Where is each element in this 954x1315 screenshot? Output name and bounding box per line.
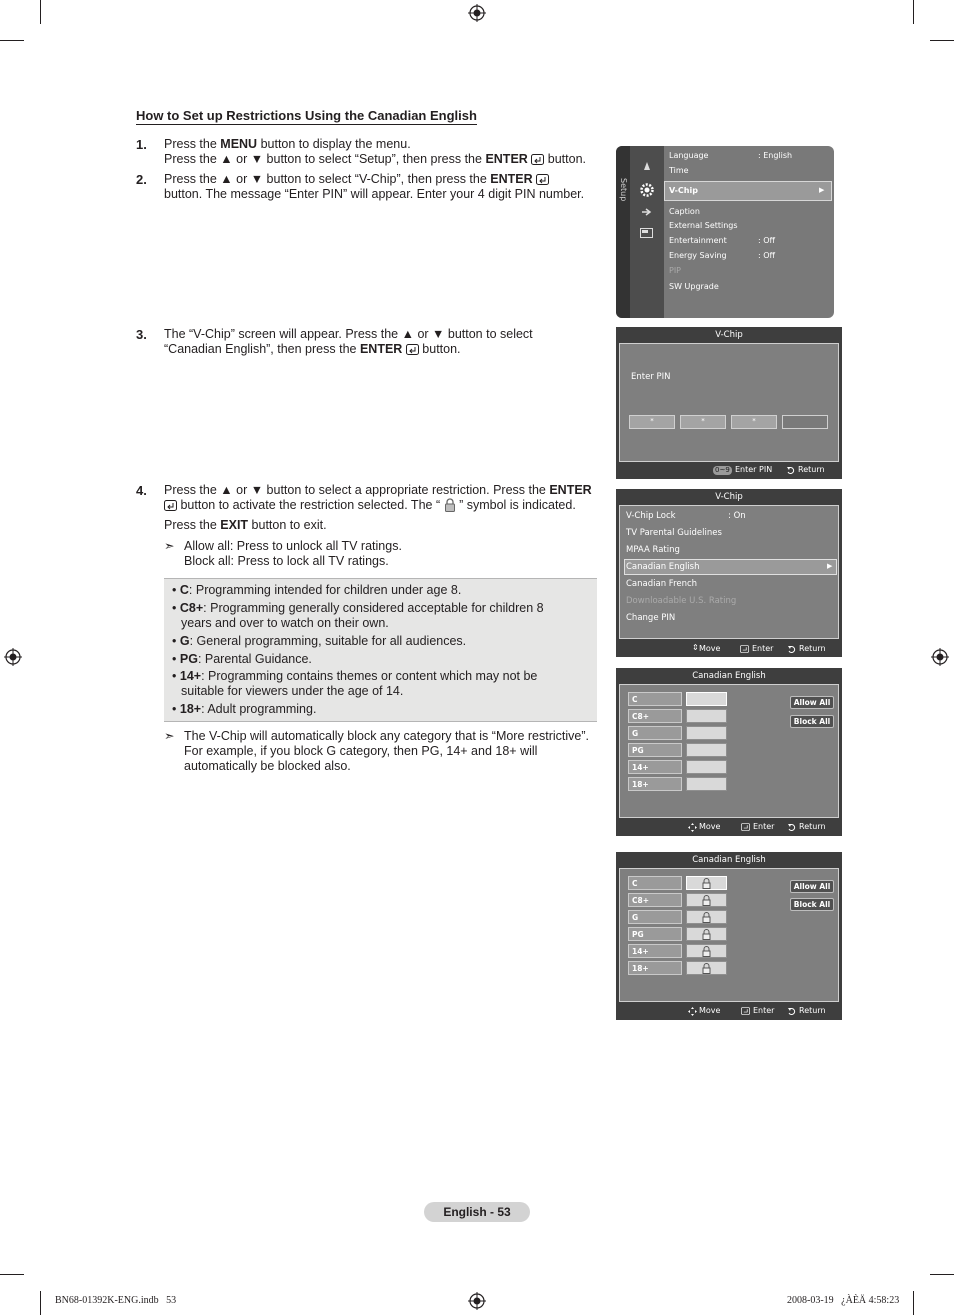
crop-mark [930, 1274, 954, 1275]
picture-icon [641, 160, 653, 172]
menu-item-value: : Off [758, 251, 776, 260]
lock-icon [702, 878, 711, 889]
crop-mark [0, 40, 24, 41]
rating-lock-box[interactable] [686, 927, 727, 941]
key-hint-move: Move [699, 1006, 721, 1015]
vchip-item-mpaa-rating[interactable]: MPAA Rating [626, 545, 680, 555]
menu-rail [616, 146, 630, 318]
number-keys-badge: 0~9 [715, 466, 730, 474]
screen-body [619, 343, 839, 462]
menu-item-energy-saving[interactable]: Energy Saving [669, 251, 727, 260]
rating-row-label[interactable]: C [628, 876, 682, 890]
step-number: 4. [136, 483, 147, 498]
key-hint-enter: Enter [753, 1006, 775, 1015]
updown-icon: ⇕ [692, 643, 699, 652]
lock-icon [702, 912, 711, 923]
rating-row-label[interactable]: PG [628, 927, 682, 941]
key-hint-move: Move [699, 644, 721, 653]
screen-title: Canadian English [692, 855, 766, 865]
text: Press the ▲ or ▼ button to select a appropriate restriction. Press the [164, 483, 550, 497]
rating-row-label[interactable]: G [628, 726, 682, 740]
rating-item: • 18+: Adult programming. [172, 702, 317, 716]
pin-digit-box[interactable]: * [629, 415, 675, 429]
menu-item-v-chip[interactable]: V-Chip [669, 186, 698, 195]
note-line: automatically be blocked also. [184, 759, 351, 773]
note-line: For example, if you block G category, then PG, 14+ and 18+ will [184, 744, 538, 758]
v-chip-screen [616, 489, 842, 657]
rating-row-label[interactable]: 18+ [628, 961, 682, 975]
lock-icon [702, 895, 711, 906]
key-hint-return: Return [799, 644, 826, 653]
menu-item-value: : English [758, 151, 793, 160]
text: button. [544, 152, 586, 166]
rating-lock-box[interactable] [686, 743, 727, 757]
registration-mark-icon [4, 648, 22, 666]
enter-key-icon [741, 823, 750, 831]
section-heading: How to Set up Restrictions Using the Canadian English [136, 108, 477, 123]
rating-lock-box[interactable] [686, 777, 727, 791]
enter-key-icon [164, 500, 177, 511]
lock-icon [702, 929, 711, 940]
enter-key-icon [406, 344, 419, 355]
key-hint-move: Move [699, 822, 721, 831]
step-number: 3. [136, 327, 147, 342]
menu-icon-column [630, 146, 664, 318]
vchip-item-downloadable-us-rating: Downloadable U.S. Rating [626, 596, 737, 606]
text: button to activate the restriction selected. The “ [177, 498, 441, 512]
setup-menu-screen [616, 146, 834, 318]
enter-pin-screen [616, 327, 842, 479]
key-hint-return: Return [798, 465, 825, 474]
vchip-item-canadian-english[interactable]: Canadian English [626, 562, 700, 572]
note-arrow-icon: ➣ [164, 729, 175, 743]
rating-item: • G: General programming, suitable for all audiences. [172, 634, 467, 648]
submenu-arrow-icon: ▶ [819, 186, 825, 194]
step-text [164, 172, 584, 202]
menu-item-language[interactable]: Language [669, 151, 709, 160]
menu-item-value: : Off [758, 236, 776, 245]
menu-item-external-settings[interactable]: External Settings [669, 221, 738, 230]
return-icon [788, 646, 796, 654]
rating-lock-box[interactable] [686, 692, 727, 706]
rating-lock-box[interactable] [686, 910, 727, 924]
crop-mark [930, 40, 954, 41]
vchip-item-canadian-french[interactable]: Canadian French [626, 579, 698, 589]
registration-mark-icon [468, 4, 486, 22]
step-number: 1. [136, 137, 147, 152]
rating-row-label[interactable]: C8+ [628, 709, 682, 723]
note-line: The V-Chip will automatically block any category that is “More restrictive”. [184, 729, 590, 743]
rating-item: • 14+: Programming contains themes or content which may not be suitable for viewers under the age of 14. [172, 669, 538, 698]
text: ” symbol is indicated. [459, 498, 576, 512]
rating-row-label[interactable]: C8+ [628, 893, 682, 907]
lock-icon [702, 946, 711, 957]
rating-item: • PG: Parental Guidance. [172, 652, 312, 666]
rating-lock-box[interactable] [686, 726, 727, 740]
move-arrows-icon [688, 1007, 697, 1016]
rating-row-label[interactable]: 14+ [628, 944, 682, 958]
note-arrow-icon: ➣ [164, 539, 175, 553]
menu-item-time[interactable]: Time [669, 166, 689, 175]
key-name: MENU [220, 137, 258, 151]
text: button to exit. [248, 518, 327, 532]
print-file-info: BN68-01392K-ENG.indb 53 [55, 1295, 177, 1306]
text: Press the ▲ or ▼ button to select “Setup”, then press the [164, 152, 486, 166]
key-hint-enter: Enter [753, 822, 775, 831]
step-text [164, 327, 533, 357]
block-all-button[interactable]: Block All [790, 715, 834, 728]
text: Press the [164, 518, 221, 532]
text: Press the ▲ or ▼ button to select “V-Chip”, then press the [164, 172, 491, 186]
allow-all-button[interactable]: Allow All [790, 880, 834, 893]
return-icon [788, 1008, 796, 1016]
rating-row-label[interactable]: PG [628, 743, 682, 757]
key-name: ENTER [490, 172, 533, 186]
return-icon [788, 824, 796, 832]
screen-body [619, 868, 839, 1002]
gear-icon [639, 182, 655, 198]
vchip-item-change-pin[interactable]: Change PIN [626, 613, 676, 623]
step-text [164, 483, 592, 533]
registration-mark-icon [468, 1292, 486, 1310]
block-all-button[interactable]: Block All [790, 898, 834, 911]
step-text [164, 137, 586, 167]
enter-key-icon [740, 645, 749, 653]
rating-row-label[interactable]: G [628, 910, 682, 924]
rating-item: • C: Programming intended for children under age 8. [172, 583, 462, 597]
rating-lock-box[interactable] [686, 944, 727, 958]
key-hint-enter: Enter [752, 644, 774, 653]
canadian-english-screen-locked [616, 852, 842, 1020]
menu-item-pip: PIP [669, 266, 682, 275]
input-icon [641, 207, 653, 217]
key-hint-enter-pin: Enter PIN [735, 465, 773, 474]
screen-body [619, 684, 839, 818]
registration-mark-icon [931, 648, 949, 666]
move-arrows-icon [688, 823, 697, 832]
rating-row-label[interactable]: C [628, 692, 682, 706]
key-name: EXIT [220, 518, 249, 532]
lock-icon [444, 498, 456, 512]
pin-prompt: Enter PIN [631, 372, 671, 382]
canadian-english-screen-unlocked [616, 668, 842, 836]
enter-key-icon [536, 174, 549, 185]
rating-lock-box[interactable] [686, 876, 727, 890]
text: “Canadian English”, then press the [164, 342, 360, 356]
screen-title: Canadian English [692, 671, 766, 681]
lock-icon [702, 963, 711, 974]
rating-item: • C8+: Programming generally considered acceptable for children 8 years and over to watch on their own. [172, 601, 544, 630]
rating-lock-box[interactable] [686, 893, 727, 907]
menu-side-label: Setup [619, 178, 628, 202]
key-hint-return: Return [799, 822, 826, 831]
submenu-arrow-icon: ▶ [827, 562, 833, 570]
allow-all-button[interactable]: Allow All [790, 696, 834, 709]
step-number: 2. [136, 172, 147, 187]
page-number: English - 53 [424, 1202, 530, 1222]
rating-row-label[interactable]: 18+ [628, 777, 682, 791]
text: Press the [164, 137, 221, 151]
note-line: Allow all: Press to unlock all TV ratings. [184, 539, 402, 553]
ratings-list [164, 578, 597, 722]
pin-digit-box[interactable] [782, 415, 828, 429]
crop-mark [0, 1274, 24, 1275]
crop-mark [40, 0, 41, 24]
screen-title: V-Chip [715, 492, 743, 502]
return-icon [787, 467, 795, 475]
vchip-item-value: : On [728, 511, 746, 521]
application-icon [640, 228, 653, 238]
crop-mark [913, 0, 914, 24]
crop-mark [913, 1291, 914, 1315]
key-name: ENTER [549, 483, 592, 497]
print-timestamp: 2008-03-19 ¿ÀÈÄ 4:58:23 [787, 1295, 900, 1306]
key-hint-return: Return [799, 1006, 826, 1015]
rating-lock-box[interactable] [686, 961, 727, 975]
rating-lock-box[interactable] [686, 760, 727, 774]
enter-key-icon [531, 154, 544, 165]
pin-digit-box[interactable]: * [680, 415, 726, 429]
text: button. The message “Enter PIN” will appear. Enter your 4 digit PIN number. [164, 187, 585, 201]
vchip-item-lock[interactable]: V-Chip Lock [626, 511, 676, 521]
crop-mark [40, 1291, 41, 1315]
text: The “V-Chip” screen will appear. Press the ▲ or ▼ button to select [164, 327, 533, 341]
pin-digit-box[interactable]: * [731, 415, 777, 429]
enter-key-icon [741, 1007, 750, 1015]
key-name: ENTER [359, 342, 403, 356]
key-name: ENTER [485, 152, 528, 166]
menu-item-sw-upgrade[interactable]: SW Upgrade [669, 282, 719, 291]
note-line: Block all: Press to lock all TV ratings. [184, 554, 389, 568]
text: button to display the menu. [257, 137, 411, 151]
screen-body [619, 505, 839, 639]
vchip-item-tv-parental-guidelines[interactable]: TV Parental Guidelines [626, 528, 722, 538]
rating-row-label[interactable]: 14+ [628, 760, 682, 774]
text: button. [418, 342, 461, 356]
menu-item-entertainment[interactable]: Entertainment [669, 236, 727, 245]
rating-lock-box[interactable] [686, 709, 727, 723]
menu-item-caption[interactable]: Caption [669, 207, 700, 216]
screen-title: V-Chip [715, 330, 743, 340]
